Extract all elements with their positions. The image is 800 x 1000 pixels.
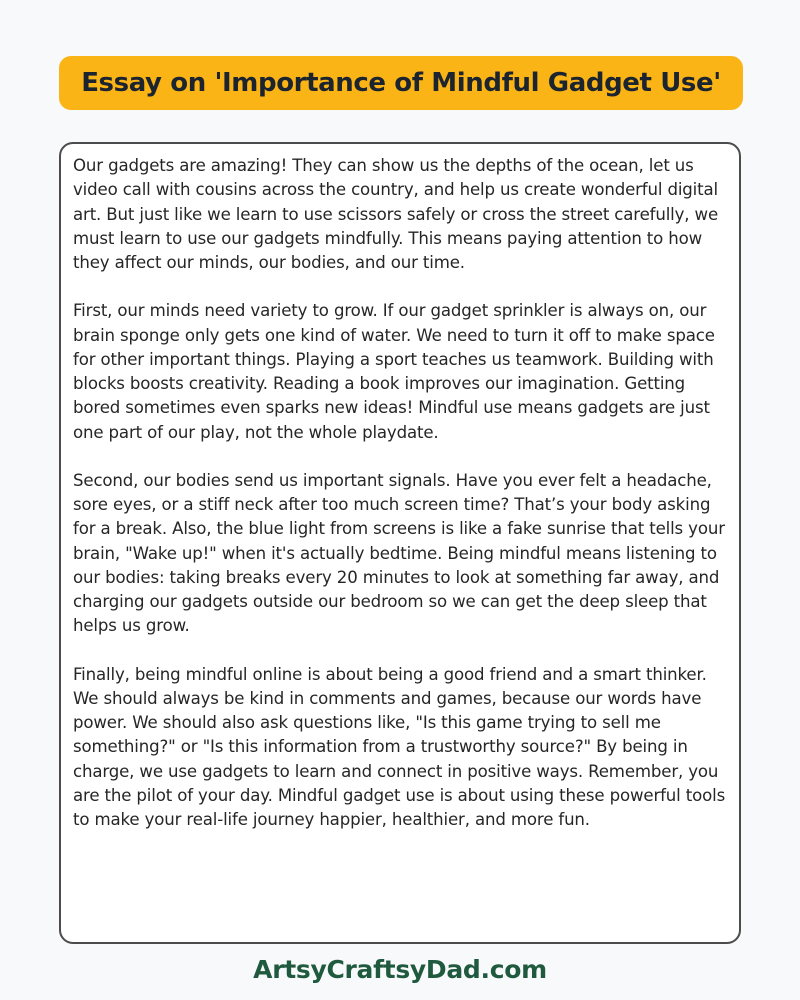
essay-paragraph-2: First, our minds need variety to grow. If our gadget sprinkler is always on, our brain sponge only gets one kind of water. We need to turn it off to make space for other important things. Playing a sport teaches us teamwork. Building with blocks boosts creativity. Reading a book improves our imagination. Getting bored sometimes even sparks new ideas! Mindful use means gadgets are just one part of our play, not the whole playdate.: [73, 301, 715, 442]
essay-paragraph-1: Our gadgets are amazing! They can show us the depths of the ocean, let us video call with cousins across the country, and help us create wonderful digital art. But just like we learn to use scissors safely or cross the street carefully, we must learn to use our gadgets mindfully. This means paying attention to how they affect our minds, our bodies, and our time.: [73, 156, 719, 272]
site-watermark: ArtsyCraftsyDad.com: [253, 955, 547, 984]
essay-title: Essay on 'Importance of Mindful Gadget Use': [81, 68, 721, 98]
essay-paragraph-4: Finally, being mindful online is about being a good friend and a smart thinker. We should always be kind in comments and games, because our words have power. We should also ask questions like, "Is this game trying to sell me something?" or "Is this information from a trustworthy source?" By being in charge, we use gadgets to learn and connect in positive ways. Remember, you are the pilot of your day. Mindful gadget use is about using these powerful tools to make your real-life journey happier, healthier, and more fun.: [73, 664, 726, 829]
essay-paragraph-3: Second, our bodies send us important signals. Have you ever felt a headache, sore eyes, or a stiff neck after too much screen time? That’s your body asking for a break. Also, the blue light from screens is like a fake sunrise that tells your brain, "Wake up!" when it's actually bedtime. Being mindful means listening to our bodies: taking breaks every 20 minutes to look at something far away, and charging our gadgets outside our bedroom so we can get the deep sleep that helps us grow.: [73, 470, 725, 636]
essay-body: [59, 142, 741, 944]
title-banner: [59, 56, 743, 110]
